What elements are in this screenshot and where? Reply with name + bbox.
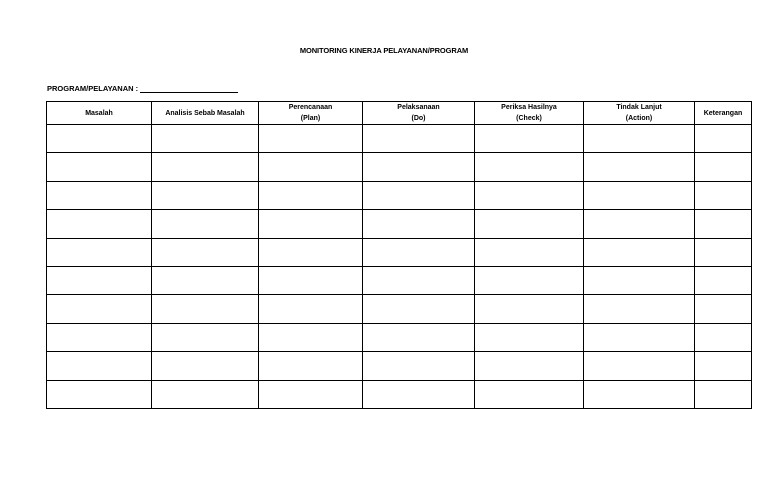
column-header-sublabel: (Do) — [411, 115, 426, 122]
column-header-perencanaan — [259, 102, 363, 125]
table-cell[interactable] — [259, 153, 363, 181]
table-cell[interactable] — [47, 295, 152, 323]
table-row — [47, 238, 752, 266]
program-field — [47, 84, 238, 93]
table-cell[interactable] — [695, 295, 752, 323]
table-cell[interactable] — [584, 125, 695, 153]
table-cell[interactable] — [584, 153, 695, 181]
table-cell[interactable] — [584, 323, 695, 351]
table-cell[interactable] — [695, 181, 752, 209]
table-cell[interactable] — [152, 153, 259, 181]
program-blank-line[interactable] — [140, 91, 238, 93]
table-row — [47, 323, 752, 351]
column-header-tindak-lanjut — [584, 102, 695, 125]
table-cell[interactable] — [695, 125, 752, 153]
table-cell[interactable] — [584, 266, 695, 294]
table-cell[interactable] — [152, 210, 259, 238]
table-row — [47, 266, 752, 294]
column-header-keterangan — [695, 102, 752, 125]
table-row — [47, 125, 752, 153]
table-cell[interactable] — [363, 323, 475, 351]
table-cell[interactable] — [475, 210, 584, 238]
table-cell[interactable] — [695, 210, 752, 238]
table-cell[interactable] — [152, 323, 259, 351]
table-cell[interactable] — [47, 181, 152, 209]
table-row — [47, 210, 752, 238]
table-cell[interactable] — [695, 323, 752, 351]
table-row — [47, 352, 752, 380]
program-label: PROGRAM/PELAYANAN : — [47, 84, 139, 93]
table-row — [47, 181, 752, 209]
table-cell[interactable] — [259, 352, 363, 380]
table-cell[interactable] — [584, 352, 695, 380]
table-cell[interactable] — [475, 238, 584, 266]
table-cell[interactable] — [584, 238, 695, 266]
table-cell[interactable] — [363, 266, 475, 294]
table-cell[interactable] — [47, 323, 152, 351]
table-row — [47, 153, 752, 181]
column-header-label: Tindak Lanjut — [616, 104, 662, 111]
table-cell[interactable] — [152, 266, 259, 294]
column-header-label: Pelaksanaan — [397, 104, 440, 111]
table-cell[interactable] — [259, 380, 363, 408]
table-cell[interactable] — [152, 380, 259, 408]
column-header-sublabel: (Check) — [516, 115, 542, 122]
table-row — [47, 295, 752, 323]
table-cell[interactable] — [584, 295, 695, 323]
table-cell[interactable] — [47, 352, 152, 380]
table-cell[interactable] — [363, 380, 475, 408]
table-cell[interactable] — [363, 181, 475, 209]
table-cell[interactable] — [584, 380, 695, 408]
column-header-label: Keterangan — [703, 109, 743, 117]
table-cell[interactable] — [259, 266, 363, 294]
table-cell[interactable] — [152, 181, 259, 209]
table-cell[interactable] — [695, 380, 752, 408]
column-header-periksa — [475, 102, 584, 125]
table-cell[interactable] — [152, 295, 259, 323]
table-cell[interactable] — [695, 238, 752, 266]
table-cell[interactable] — [152, 352, 259, 380]
table-row — [47, 380, 752, 408]
table-cell[interactable] — [47, 153, 152, 181]
table-cell[interactable] — [259, 323, 363, 351]
table-header-row — [47, 102, 752, 125]
table-cell[interactable] — [475, 380, 584, 408]
table-cell[interactable] — [363, 125, 475, 153]
table-cell[interactable] — [47, 266, 152, 294]
column-header-label: Analisis Sebab Masalah — [165, 109, 245, 117]
table-cell[interactable] — [259, 295, 363, 323]
table-cell[interactable] — [475, 125, 584, 153]
table-cell[interactable] — [695, 352, 752, 380]
table-cell[interactable] — [259, 181, 363, 209]
table-cell[interactable] — [152, 125, 259, 153]
table-cell[interactable] — [475, 266, 584, 294]
table-cell[interactable] — [695, 153, 752, 181]
column-header-analisis — [152, 102, 259, 125]
table-cell[interactable] — [363, 153, 475, 181]
table-cell[interactable] — [47, 238, 152, 266]
table-body — [47, 125, 752, 409]
table-cell[interactable] — [47, 210, 152, 238]
column-header-label: Periksa Hasilnya — [501, 104, 557, 111]
table-cell[interactable] — [47, 380, 152, 408]
table-cell[interactable] — [475, 153, 584, 181]
table-cell[interactable] — [475, 323, 584, 351]
table-cell[interactable] — [259, 210, 363, 238]
column-header-masalah — [47, 102, 152, 125]
table-cell[interactable] — [475, 295, 584, 323]
table-cell[interactable] — [475, 181, 584, 209]
document-title: MONITORING KINERJA PELAYANAN/PROGRAM — [299, 46, 469, 55]
table-cell[interactable] — [363, 352, 475, 380]
table-cell[interactable] — [363, 238, 475, 266]
table-cell[interactable] — [695, 266, 752, 294]
column-header-pelaksanaan — [363, 102, 475, 125]
column-header-label: Masalah — [85, 109, 113, 117]
table-cell[interactable] — [584, 181, 695, 209]
column-header-label: Perencanaan — [288, 104, 333, 111]
table-cell[interactable] — [259, 238, 363, 266]
table-cell[interactable] — [47, 125, 152, 153]
table-cell[interactable] — [584, 210, 695, 238]
monitoring-table — [46, 101, 752, 409]
table-cell[interactable] — [259, 125, 363, 153]
column-header-sublabel: (Action) — [625, 115, 653, 122]
table-cell[interactable] — [475, 352, 584, 380]
column-header-sublabel: (Plan) — [300, 115, 321, 122]
table-cell[interactable] — [152, 238, 259, 266]
table-cell[interactable] — [363, 295, 475, 323]
table-cell[interactable] — [363, 210, 475, 238]
